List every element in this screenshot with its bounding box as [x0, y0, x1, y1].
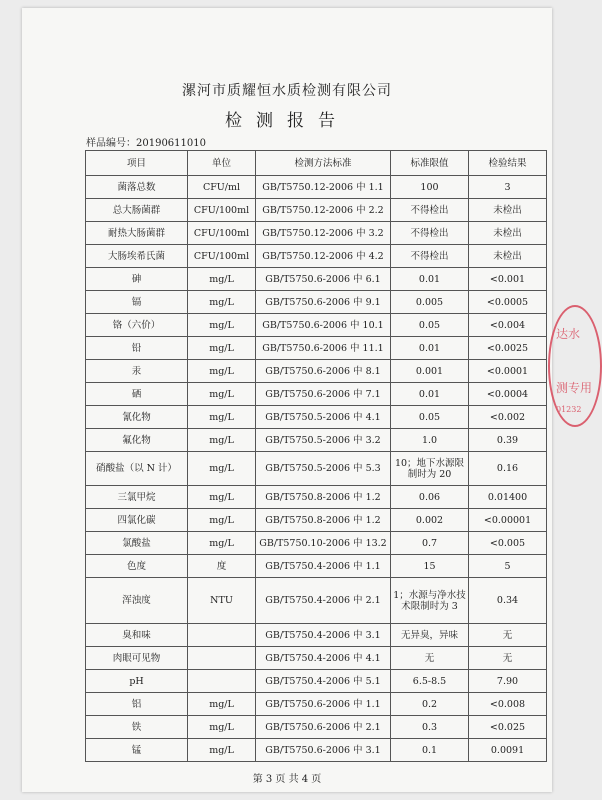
item-cell: 硒 [86, 383, 188, 406]
item-cell: 铝 [86, 693, 188, 716]
unit-cell: CFU/100ml [188, 199, 256, 222]
result-cell: <0.0025 [469, 337, 547, 360]
method-cell: GB/T5750.5-2006 中 5.3 [256, 452, 391, 486]
item-cell: 铬（六价） [86, 314, 188, 337]
unit-cell: CFU/100ml [188, 222, 256, 245]
method-cell: GB/T5750.8-2006 中 1.2 [256, 486, 391, 509]
unit-cell: mg/L [188, 486, 256, 509]
result-cell: <0.001 [469, 268, 547, 291]
item-cell: 耐热大肠菌群 [86, 222, 188, 245]
item-cell: 砷 [86, 268, 188, 291]
item-cell: 总大肠菌群 [86, 199, 188, 222]
unit-cell: mg/L [188, 509, 256, 532]
method-cell: GB/T5750.8-2006 中 1.2 [256, 509, 391, 532]
limit-cell: 0.001 [391, 360, 469, 383]
report-page [22, 8, 552, 792]
method-cell: GB/T5750.4-2006 中 2.1 [256, 578, 391, 624]
method-cell: GB/T5750.12-2006 中 3.2 [256, 222, 391, 245]
limit-cell: 100 [391, 176, 469, 199]
method-cell: GB/T5750.6-2006 中 10.1 [256, 314, 391, 337]
result-cell: 0.34 [469, 578, 547, 624]
unit-cell: mg/L [188, 532, 256, 555]
method-cell: GB/T5750.6-2006 中 8.1 [256, 360, 391, 383]
method-cell: GB/T5750.12-2006 中 1.1 [256, 176, 391, 199]
result-cell: 0.16 [469, 452, 547, 486]
unit-cell: mg/L [188, 716, 256, 739]
limit-cell: 0.002 [391, 509, 469, 532]
method-cell: GB/T5750.12-2006 中 2.2 [256, 199, 391, 222]
method-cell: GB/T5750.6-2006 中 2.1 [256, 716, 391, 739]
limit-cell: 15 [391, 555, 469, 578]
result-cell: 5 [469, 555, 547, 578]
limit-cell: 不得检出 [391, 245, 469, 268]
result-cell: 无 [469, 624, 547, 647]
method-cell: GB/T5750.5-2006 中 4.1 [256, 406, 391, 429]
table-row [86, 337, 547, 360]
item-cell: pH [86, 670, 188, 693]
result-cell: <0.008 [469, 693, 547, 716]
table-row [86, 383, 547, 406]
result-cell: 0.01400 [469, 486, 547, 509]
method-cell: GB/T5750.6-2006 中 3.1 [256, 739, 391, 762]
item-cell: 肉眼可见物 [86, 647, 188, 670]
unit-cell: mg/L [188, 360, 256, 383]
limit-cell: 0.05 [391, 406, 469, 429]
item-cell: 大肠埃希氏菌 [86, 245, 188, 268]
table-row [86, 532, 547, 555]
result-cell: <0.005 [469, 532, 547, 555]
table-row [86, 199, 547, 222]
unit-cell [188, 647, 256, 670]
item-cell: 浑浊度 [86, 578, 188, 624]
unit-cell: mg/L [188, 429, 256, 452]
table-row [86, 739, 547, 762]
item-cell: 四氯化碳 [86, 509, 188, 532]
method-cell: GB/T5750.10-2006 中 13.2 [256, 532, 391, 555]
limit-cell: 1；水源与净水技术限制时为 3 [391, 578, 469, 624]
table-row [86, 555, 547, 578]
result-cell: 无 [469, 647, 547, 670]
unit-cell: mg/L [188, 739, 256, 762]
item-cell: 三氯甲烷 [86, 486, 188, 509]
unit-cell: NTU [188, 578, 256, 624]
header-unit: 单位 [188, 151, 256, 176]
table-row [86, 406, 547, 429]
limit-cell: 无异臭，异味 [391, 624, 469, 647]
unit-cell: mg/L [188, 337, 256, 360]
table-row [86, 222, 547, 245]
page-footer: 第 3 页 共 4 页 [252, 774, 322, 785]
stamp-text: 01232 [556, 405, 582, 414]
unit-cell: mg/L [188, 383, 256, 406]
table-row [86, 452, 547, 486]
results-table [85, 150, 547, 762]
table-row [86, 670, 547, 693]
limit-cell: 不得检出 [391, 222, 469, 245]
result-cell: 7.90 [469, 670, 547, 693]
result-cell: 未检出 [469, 199, 547, 222]
limit-cell: 0.01 [391, 337, 469, 360]
limit-cell: 0.06 [391, 486, 469, 509]
method-cell: GB/T5750.4-2006 中 4.1 [256, 647, 391, 670]
sample-number: 样品编号：20190611010 [86, 138, 206, 149]
item-cell: 锰 [86, 739, 188, 762]
item-cell: 菌落总数 [86, 176, 188, 199]
item-cell: 铅 [86, 337, 188, 360]
unit-cell: CFU/100ml [188, 245, 256, 268]
result-cell: <0.0001 [469, 360, 547, 383]
method-cell: GB/T5750.6-2006 中 11.1 [256, 337, 391, 360]
result-cell: 0.0091 [469, 739, 547, 762]
header-item: 项目 [86, 151, 188, 176]
unit-cell: mg/L [188, 693, 256, 716]
header-method: 检测方法标准 [256, 151, 391, 176]
item-cell: 氯酸盐 [86, 532, 188, 555]
unit-cell [188, 670, 256, 693]
result-cell: 0.39 [469, 429, 547, 452]
table-row [86, 176, 547, 199]
method-cell: GB/T5750.12-2006 中 4.2 [256, 245, 391, 268]
table-row [86, 693, 547, 716]
table-row [86, 486, 547, 509]
item-cell: 氰化物 [86, 406, 188, 429]
result-cell: <0.002 [469, 406, 547, 429]
result-cell: <0.0005 [469, 291, 547, 314]
table-row [86, 291, 547, 314]
table-row [86, 624, 547, 647]
unit-cell: mg/L [188, 268, 256, 291]
seal-stamp [548, 305, 602, 427]
item-cell: 色度 [86, 555, 188, 578]
unit-cell: mg/L [188, 406, 256, 429]
result-cell: <0.0004 [469, 383, 547, 406]
limit-cell: 0.01 [391, 383, 469, 406]
limit-cell: 10；地下水源限制时为 20 [391, 452, 469, 486]
table-row [86, 268, 547, 291]
limit-cell: 0.7 [391, 532, 469, 555]
method-cell: GB/T5750.4-2006 中 3.1 [256, 624, 391, 647]
method-cell: GB/T5750.6-2006 中 1.1 [256, 693, 391, 716]
limit-cell: 0.3 [391, 716, 469, 739]
table-row [86, 716, 547, 739]
item-cell: 铁 [86, 716, 188, 739]
limit-cell: 1.0 [391, 429, 469, 452]
table-header-row [86, 151, 547, 176]
unit-cell [188, 624, 256, 647]
stamp-text: 测专用 [556, 381, 593, 395]
limit-cell: 0.01 [391, 268, 469, 291]
limit-cell: 6.5-8.5 [391, 670, 469, 693]
limit-cell: 无 [391, 647, 469, 670]
unit-cell: 度 [188, 555, 256, 578]
unit-cell: mg/L [188, 452, 256, 486]
limit-cell: 不得检出 [391, 199, 469, 222]
table-row [86, 429, 547, 452]
limit-cell: 0.1 [391, 739, 469, 762]
table-row [86, 509, 547, 532]
result-cell: <0.00001 [469, 509, 547, 532]
result-cell: <0.025 [469, 716, 547, 739]
header-result: 检验结果 [469, 151, 547, 176]
result-cell: 未检出 [469, 222, 547, 245]
limit-cell: 0.05 [391, 314, 469, 337]
table-row [86, 647, 547, 670]
table-row [86, 578, 547, 624]
unit-cell: CFU/ml [188, 176, 256, 199]
stamp-text: 达水 [556, 327, 581, 341]
limit-cell: 0.005 [391, 291, 469, 314]
unit-cell: mg/L [188, 291, 256, 314]
item-cell: 臭和味 [86, 624, 188, 647]
report-title: 检测报告 [225, 111, 349, 131]
table-row [86, 314, 547, 337]
result-cell: <0.004 [469, 314, 547, 337]
method-cell: GB/T5750.5-2006 中 3.2 [256, 429, 391, 452]
company-name: 漯河市质耀恒水质检测有限公司 [182, 83, 392, 99]
item-cell: 氟化物 [86, 429, 188, 452]
item-cell: 硝酸盐（以 N 计） [86, 452, 188, 486]
table-row [86, 245, 547, 268]
method-cell: GB/T5750.4-2006 中 5.1 [256, 670, 391, 693]
unit-cell: mg/L [188, 314, 256, 337]
method-cell: GB/T5750.6-2006 中 9.1 [256, 291, 391, 314]
method-cell: GB/T5750.6-2006 中 6.1 [256, 268, 391, 291]
result-cell: 3 [469, 176, 547, 199]
header-limit: 标准限值 [391, 151, 469, 176]
result-cell: 未检出 [469, 245, 547, 268]
limit-cell: 0.2 [391, 693, 469, 716]
item-cell: 汞 [86, 360, 188, 383]
method-cell: GB/T5750.4-2006 中 1.1 [256, 555, 391, 578]
item-cell: 镉 [86, 291, 188, 314]
method-cell: GB/T5750.6-2006 中 7.1 [256, 383, 391, 406]
table-row [86, 360, 547, 383]
